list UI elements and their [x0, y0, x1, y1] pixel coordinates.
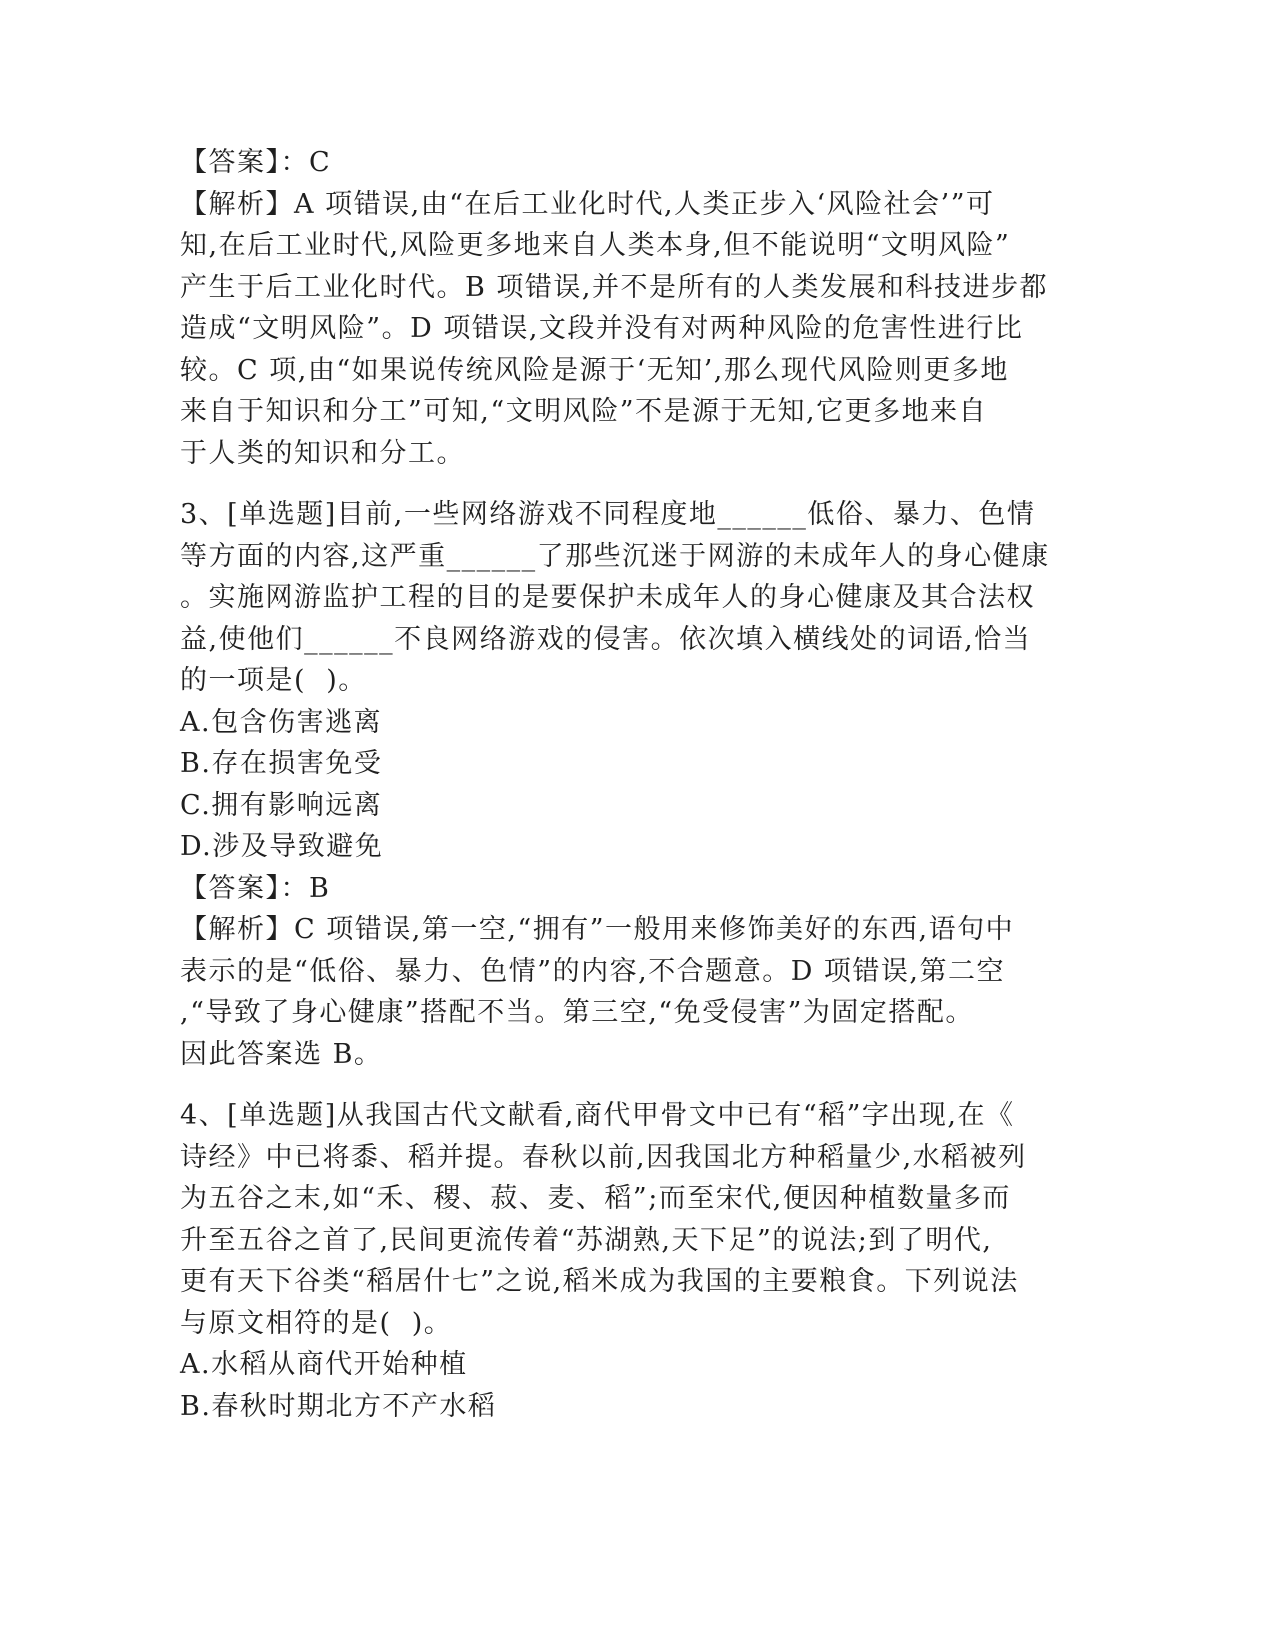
question-stem-line: 3、[单选题]目前,一些网络游戏不同程度地______低俗、暴力、色情 — [180, 499, 1036, 530]
document-page — [180, 142, 1085, 1427]
option-a: A.水稻从商代开始种植 — [180, 1349, 468, 1380]
explanation-line: 表示的是“低俗、暴力、色情”的内容,不合题意。D 项错误,第二空 — [180, 955, 1006, 987]
question-stem-line: 。实施网游监护工程的目的是要保护未成年人的身心健康及其合法权 — [180, 582, 1035, 613]
explanation-line: ,“导致了身心健康”搭配不当。第三空,“免受侵害”为固定搭配。 — [180, 997, 974, 1028]
option-a: A.包含伤害逃离 — [180, 706, 383, 738]
question-stem-line: 的一项是( )。 — [180, 665, 367, 696]
question-stem-line: 更有天下谷类“稻居什七”之说,稻米成为我国的主要粮食。下列说法 — [180, 1266, 1019, 1297]
question-stem-line: 诗经》中已将黍、稻并提。春秋以前,因我国北方种稻量少,水稻被列 — [180, 1141, 1027, 1173]
explanation-line: 于人类的知识和分工。 — [180, 437, 465, 469]
explanation-line: 知,在后工业时代,风险更多地来自人类本身,但不能说明“文明风险” — [180, 230, 1011, 261]
question-stem-line: 4、[单选题]从我国古代文献看,商代甲骨文中已有“稻”字出现,在《 — [180, 1100, 1015, 1131]
explanation-line: 【解析】A 项错误,由“在后工业化时代,人类正步入‘风险社会’”可 — [180, 188, 995, 220]
option-c: C.拥有影响远离 — [180, 789, 383, 821]
answer-label: 【答案】：C — [180, 147, 332, 178]
explanation-line: 因此答案选 B。 — [180, 1038, 383, 1070]
section-gap — [180, 474, 1085, 494]
explanation-line: 来自于知识和分工”可知,“文明风险”不是源于无知,它更多地来自 — [180, 396, 988, 427]
question-block-3 — [180, 494, 1085, 1075]
option-d: D.涉及导致避免 — [180, 831, 384, 862]
question-stem-line: 与原文相符的是( )。 — [180, 1307, 453, 1339]
question-stem-line: 等方面的内容,这严重______了那些沉迷于网游的未成年人的身心健康 — [180, 540, 1050, 572]
option-b: B.存在损害免受 — [180, 748, 383, 779]
explanation-line: 造成“文明风险”。D 项错误,文段并没有对两种风险的危害性进行比 — [180, 313, 1024, 344]
explanation-line: 产生于后工业化时代。B 项错误,并不是所有的人类发展和科技进步都 — [180, 271, 1049, 303]
answer-block-q2 — [180, 142, 1085, 474]
option-b: B.春秋时期北方不产水稻 — [180, 1390, 497, 1422]
question-stem-line: 益,使他们______不良网络游戏的侵害。依次填入横线处的词语,恰当 — [180, 623, 1032, 655]
explanation-line: 【解析】C 项错误,第一空,“拥有”一般用来修饰美好的东西,语句中 — [180, 914, 1015, 945]
question-stem-line: 升至五谷之首了,民间更流传着“苏湖熟,天下足”的说法;到了明代, — [180, 1224, 993, 1256]
explanation-line: 较。C 项,由“如果说传统风险是源于‘无知’,那么现代风险则更多地 — [180, 354, 1009, 386]
section-gap — [180, 1075, 1085, 1095]
question-stem-line: 为五谷之末,如“禾、稷、菽、麦、稻”;而至宋代,便因种植数量多而 — [180, 1183, 1011, 1214]
answer-label: 【答案】：B — [180, 872, 331, 904]
question-block-4 — [180, 1095, 1085, 1427]
